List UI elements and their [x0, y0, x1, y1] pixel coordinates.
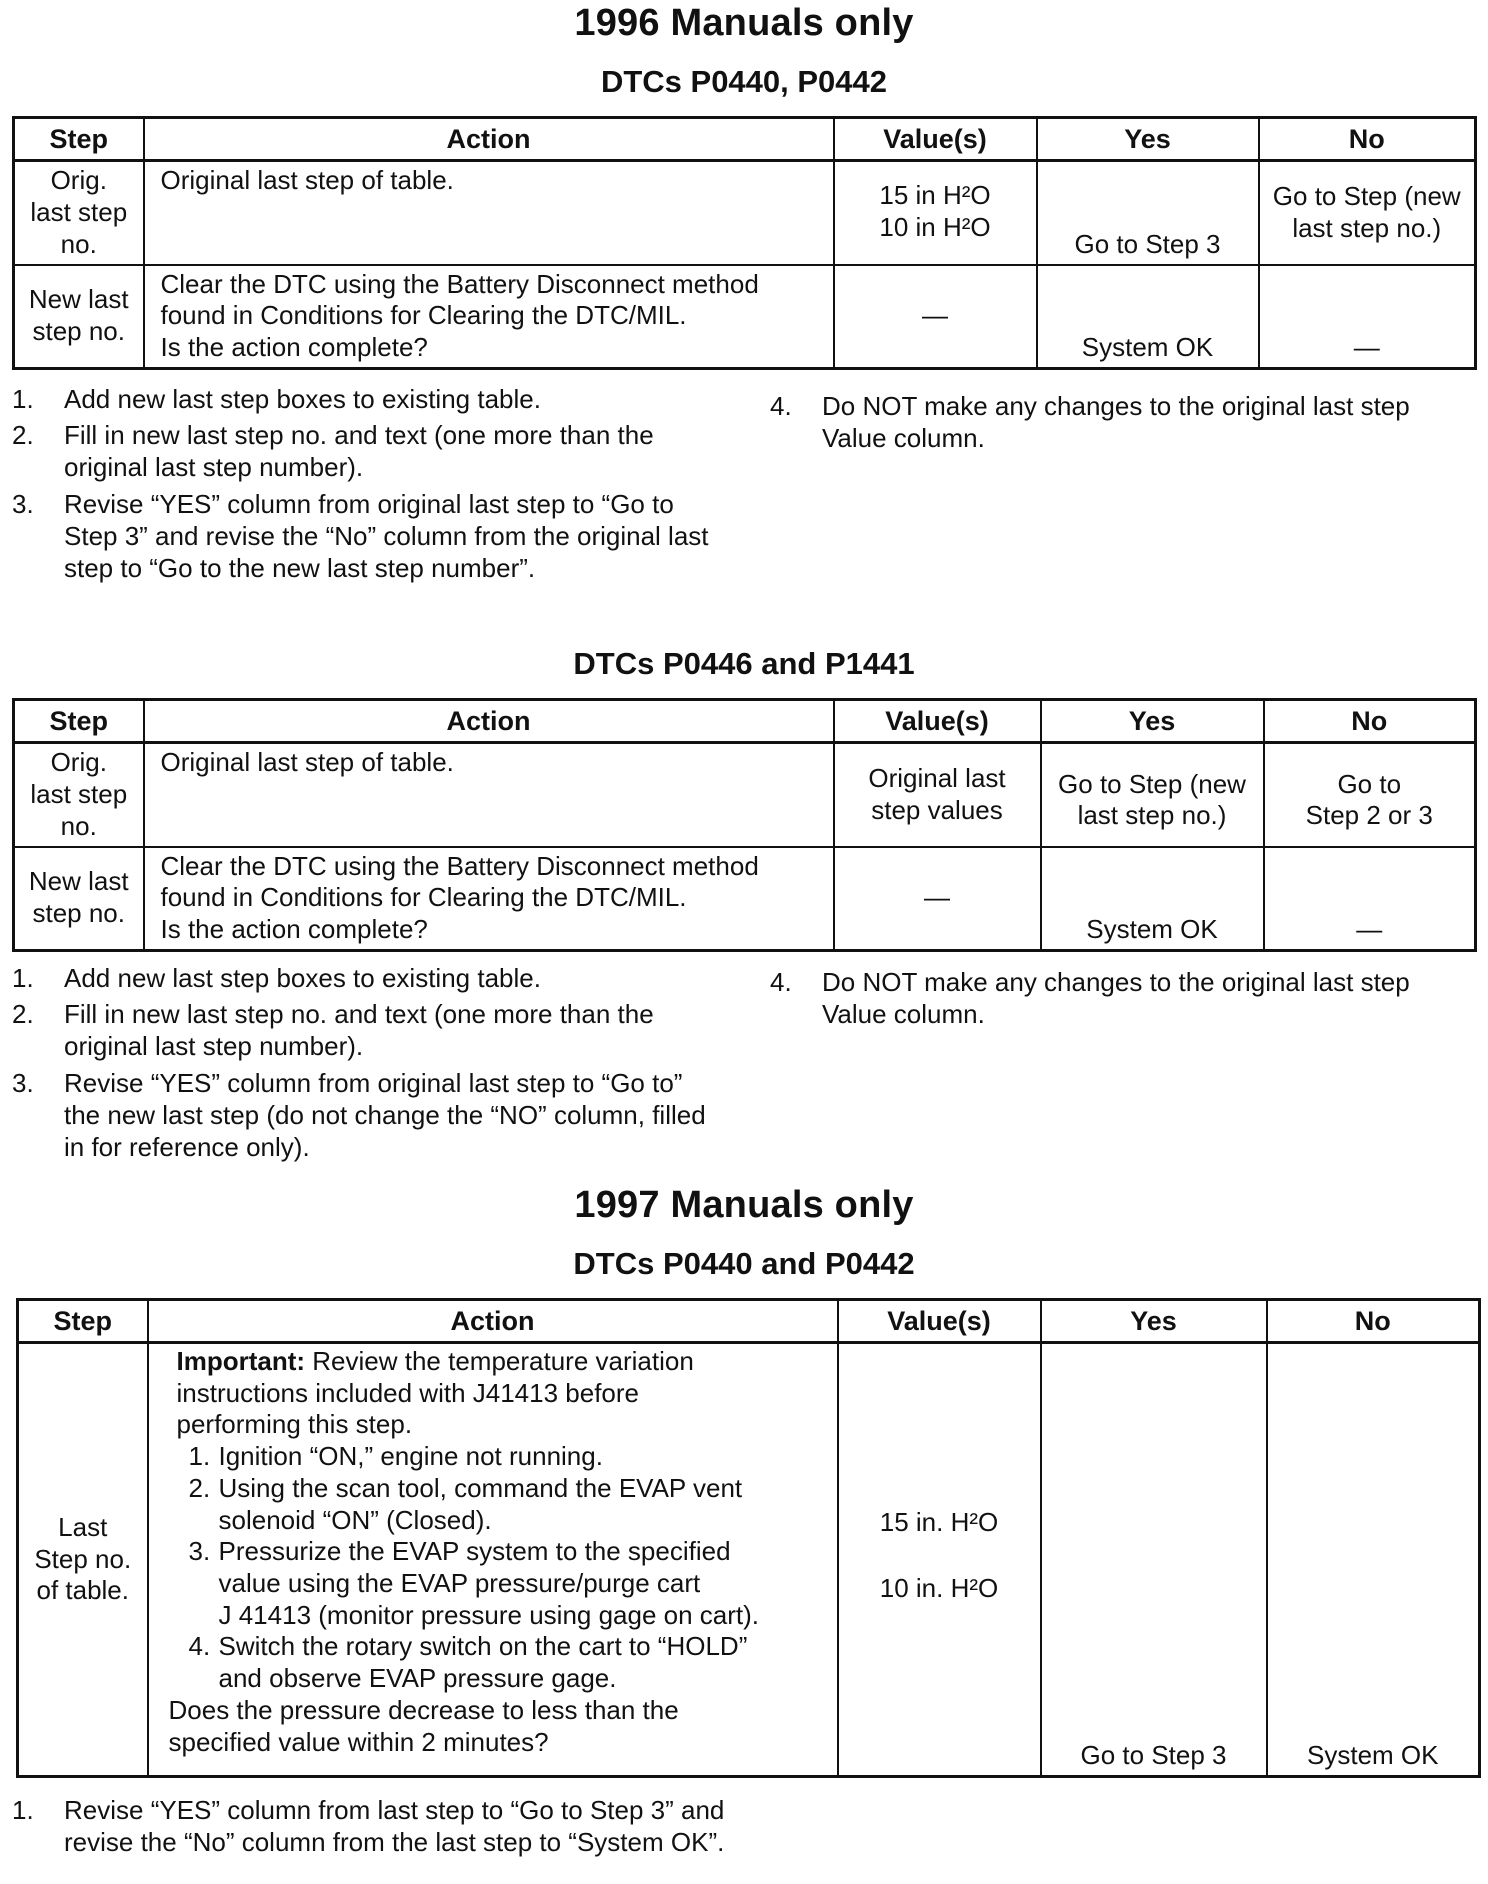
table-row	[18, 1343, 1480, 1777]
list-item: 3. Pressurize the EVAP system to the specified value using the EVAP pressure/purge cart J 41413 (monitor pressure using gage on cart).	[188, 1536, 760, 1630]
values-cell: —	[834, 265, 1037, 369]
step-cell: Orig. last step no.	[14, 743, 144, 847]
values-cell: Original last step values	[834, 743, 1041, 847]
table1-title: DTCs P0440, P0442	[600, 64, 888, 99]
no-cell: —	[1259, 265, 1476, 369]
table1-header-row	[14, 118, 1476, 161]
no-cell: System OK	[1267, 1343, 1480, 1777]
no-cell: —	[1264, 847, 1476, 951]
header-step: Step	[18, 1300, 148, 1343]
table2-header-row	[14, 700, 1476, 743]
values-cell	[838, 1343, 1041, 1777]
step-cell: Orig. last step no.	[14, 161, 144, 265]
header-values: Value(s)	[834, 118, 1037, 161]
table2-title: DTCs P0446 and P1441	[573, 646, 915, 681]
note-item: 2. Fill in new last step no. and text (one more than the original last step number).	[12, 999, 654, 1062]
list-item: 2. Using the scan tool, command the EVAP vent solenoid “ON” (Closed).	[188, 1472, 743, 1535]
no-cell: Go to Step 2 or 3	[1264, 743, 1476, 847]
table-row	[14, 161, 1476, 265]
table2-dtc-p0446-p1441	[12, 698, 1477, 952]
note-item: 4. Do NOT make any changes to the original last step Value column.	[770, 391, 1410, 454]
heading-1997-manuals: 1997 Manuals only	[574, 1184, 914, 1226]
header-values: Value(s)	[838, 1300, 1041, 1343]
note-item: 4. Do NOT make any changes to the original last step Value column.	[770, 967, 1410, 1030]
note-item: 2. Fill in new last step no. and text (one more than the original last step number).	[12, 420, 654, 483]
value-a: 15 in H²O	[879, 180, 991, 210]
value-b: 10 in. H²O	[879, 1572, 999, 1603]
yes-cell: System OK	[1037, 265, 1259, 369]
header-yes: Yes	[1037, 118, 1259, 161]
list-item: 4. Switch the rotary switch on the cart to “HOLD” and observe EVAP pressure gage.	[188, 1631, 748, 1694]
action-cell: Clear the DTC using the Battery Disconnect method found in Conditions for Clearing the DTC/MIL. Is the action complete?	[144, 265, 834, 369]
header-action: Action	[148, 1300, 838, 1343]
yes-cell: System OK	[1041, 847, 1264, 951]
table-row	[14, 847, 1476, 951]
header-no: No	[1264, 700, 1476, 743]
header-yes: Yes	[1041, 700, 1264, 743]
list-item: 1. Ignition “ON,” engine not running.	[188, 1441, 603, 1472]
header-no: No	[1259, 118, 1476, 161]
yes-cell: Go to Step 3	[1041, 1343, 1267, 1777]
procedure-list	[177, 1441, 829, 1695]
action-cell	[148, 1343, 838, 1777]
action-cell: Original last step of table.	[144, 743, 834, 847]
table3-notes-left	[12, 1794, 732, 1862]
values-cell	[834, 161, 1037, 265]
table3-title: DTCs P0440 and P0442	[573, 1246, 915, 1281]
table3-dtc-p0440-p0442	[16, 1298, 1481, 1778]
value-b: 10 in H²O	[879, 211, 991, 242]
header-step: Step	[14, 700, 144, 743]
table1-notes-right	[770, 390, 1470, 458]
header-no: No	[1267, 1300, 1480, 1343]
yes-cell: Go to Step (new last step no.)	[1041, 743, 1264, 847]
note-item: 1. Add new last step boxes to existing table.	[12, 963, 541, 993]
table2-notes-left	[12, 962, 712, 1167]
heading-1996-manuals: 1996 Manuals only	[574, 2, 914, 44]
step-cell: New last step no.	[14, 265, 144, 369]
action-cell: Clear the DTC using the Battery Disconnect method found in Conditions for Clearing the DTC/MIL. Is the action complete?	[144, 847, 834, 951]
no-cell: Go to Step (new last step no.)	[1259, 161, 1476, 265]
table-row	[14, 743, 1476, 847]
values-cell: —	[834, 847, 1041, 951]
table1-notes-left	[12, 383, 712, 588]
header-values: Value(s)	[834, 700, 1041, 743]
step-cell: Last Step no. of table.	[18, 1343, 148, 1777]
note-item: 3. Revise “YES” column from original last step to “Go to” the new last step (do not change the “NO” column, filled in for reference only).	[12, 1067, 706, 1163]
yes-cell: Go to Step 3	[1037, 161, 1259, 265]
note-item: 3. Revise “YES” column from original last step to “Go to Step 3” and revise the “No” column from the original last step to “Go to the new last step number”.	[12, 488, 709, 584]
table1-dtc-p0440-p0442	[12, 116, 1477, 370]
header-step: Step	[14, 118, 144, 161]
table-row	[14, 265, 1476, 369]
header-yes: Yes	[1041, 1300, 1267, 1343]
value-a: 15 in. H²O	[879, 1507, 999, 1537]
step-cell: New last step no.	[14, 847, 144, 951]
action-question: Does the pressure decrease to less than the specified value within 2 minutes?	[168, 1694, 679, 1757]
table2-notes-right	[770, 966, 1470, 1034]
header-action: Action	[144, 700, 834, 743]
important-note: Important: Review the temperature variation instructions included with J41413 before performing this step.	[176, 1346, 694, 1440]
header-action: Action	[144, 118, 834, 161]
note-item: 1. Add new last step boxes to existing table.	[12, 384, 541, 414]
table3-header-row	[18, 1300, 1480, 1343]
action-cell: Original last step of table.	[144, 161, 834, 265]
note-item: 1. Revise “YES” column from last step to “Go to Step 3” and revise the “No” column from the last step to “System OK”.	[12, 1795, 725, 1858]
